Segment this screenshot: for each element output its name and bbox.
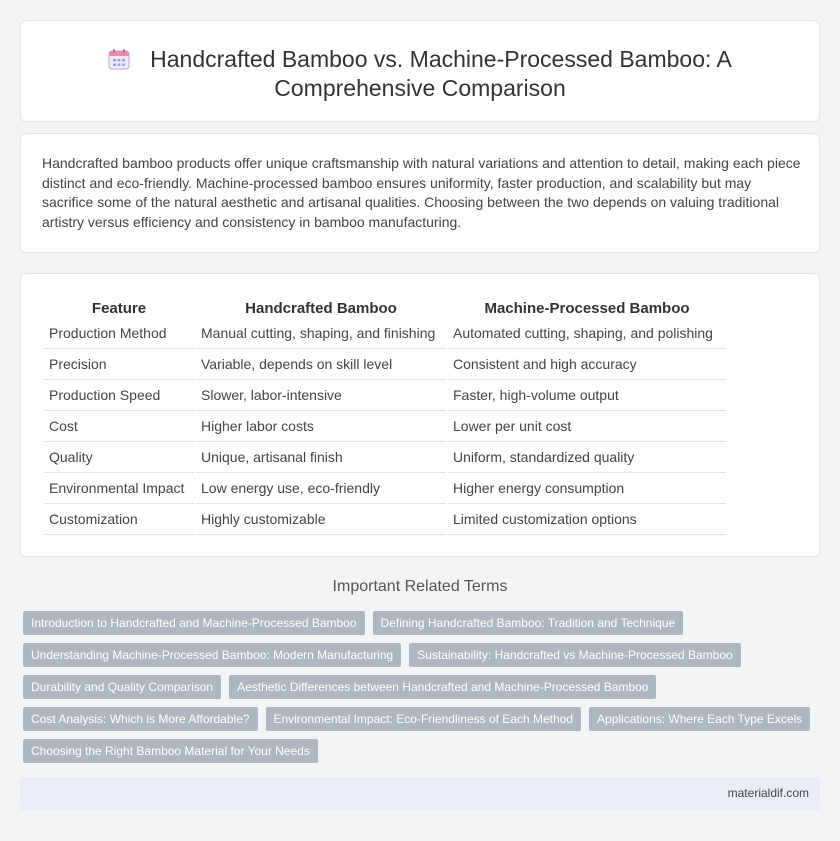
intro-card bbox=[20, 133, 820, 253]
feature-cell: Precision bbox=[44, 349, 194, 380]
feature-cell: Quality bbox=[44, 442, 194, 473]
machine-cell: Higher energy consumption bbox=[448, 473, 726, 504]
related-term-tag[interactable]: Understanding Machine-Processed Bamboo: Modern Manufacturing bbox=[23, 643, 401, 667]
table-header-row bbox=[44, 296, 726, 318]
machine-cell: Automated cutting, shaping, and polishing bbox=[448, 318, 726, 349]
handcrafted-cell: Variable, depends on skill level bbox=[196, 349, 446, 380]
related-term-tag[interactable]: Environmental Impact: Eco-Friendliness of Each Method bbox=[266, 707, 581, 731]
table-row bbox=[44, 318, 726, 349]
header-handcrafted: Handcrafted Bamboo bbox=[245, 299, 397, 317]
table-row bbox=[44, 411, 726, 442]
comparison-table bbox=[42, 296, 728, 535]
related-term-tag[interactable]: Durability and Quality Comparison bbox=[23, 675, 221, 699]
machine-cell: Consistent and high accuracy bbox=[448, 349, 726, 380]
handcrafted-cell: Highly customizable bbox=[196, 504, 446, 535]
handcrafted-cell: Unique, artisanal finish bbox=[196, 442, 446, 473]
feature-cell: Customization bbox=[44, 504, 194, 535]
handcrafted-cell: Low energy use, eco-friendly bbox=[196, 473, 446, 504]
related-term-tag[interactable]: Cost Analysis: Which is More Affordable? bbox=[23, 707, 258, 731]
related-term-tag[interactable]: Introduction to Handcrafted and Machine-Processed Bamboo bbox=[23, 611, 365, 635]
related-terms-list bbox=[23, 611, 813, 763]
header-feature: Feature bbox=[91, 299, 147, 317]
handcrafted-cell: Higher labor costs bbox=[196, 411, 446, 442]
feature-cell: Cost bbox=[44, 411, 194, 442]
related-term-tag[interactable]: Choosing the Right Bamboo Material for Your Needs bbox=[23, 739, 318, 763]
table-row bbox=[44, 349, 726, 380]
comparison-card bbox=[20, 273, 820, 557]
machine-cell: Faster, high-volume output bbox=[448, 380, 726, 411]
intro-paragraph: Handcrafted bamboo products offer unique craftsmanship with natural variations and attention to detail, making each piece distinct and eco-friendly. Machine-processed bamboo ensures uniformity, faster production, and scalability but may sacrifice some of the natural aesthetic and artisanal qualities. Choosing between the two depends on valuing traditional artistry versus efficiency and consistency in bamboo manufacturing. bbox=[42, 155, 801, 230]
title-card bbox=[20, 20, 820, 122]
handcrafted-cell: Slower, labor-intensive bbox=[196, 380, 446, 411]
calendar-icon bbox=[108, 48, 130, 70]
feature-cell: Environmental Impact bbox=[44, 473, 194, 504]
page-title: Handcrafted Bamboo vs. Machine-Processed Bamboo: A Comprehensive Comparison bbox=[150, 46, 732, 101]
related-term-tag[interactable]: Aesthetic Differences between Handcrafted and Machine-Processed Bamboo bbox=[229, 675, 656, 699]
related-terms-heading: Important Related Terms bbox=[332, 578, 508, 595]
related-term-tag[interactable]: Sustainability: Handcrafted vs Machine-Processed Bamboo bbox=[409, 643, 741, 667]
table-row bbox=[44, 380, 726, 411]
handcrafted-cell: Manual cutting, shaping, and finishing bbox=[196, 318, 446, 349]
machine-cell: Uniform, standardized quality bbox=[448, 442, 726, 473]
table-row bbox=[44, 473, 726, 504]
feature-cell: Production Speed bbox=[44, 380, 194, 411]
table-row bbox=[44, 504, 726, 535]
header-machine: Machine-Processed Bamboo bbox=[484, 299, 690, 317]
page-title-wrap bbox=[81, 45, 759, 103]
footer bbox=[20, 777, 820, 810]
site-name[interactable]: materialdif.com bbox=[727, 786, 809, 800]
table-row bbox=[44, 442, 726, 473]
related-term-tag[interactable]: Applications: Where Each Type Excels bbox=[589, 707, 810, 731]
related-term-tag[interactable]: Defining Handcrafted Bamboo: Tradition and Technique bbox=[373, 611, 684, 635]
machine-cell: Lower per unit cost bbox=[448, 411, 726, 442]
feature-cell: Production Method bbox=[44, 318, 194, 349]
machine-cell: Limited customization options bbox=[448, 504, 726, 535]
